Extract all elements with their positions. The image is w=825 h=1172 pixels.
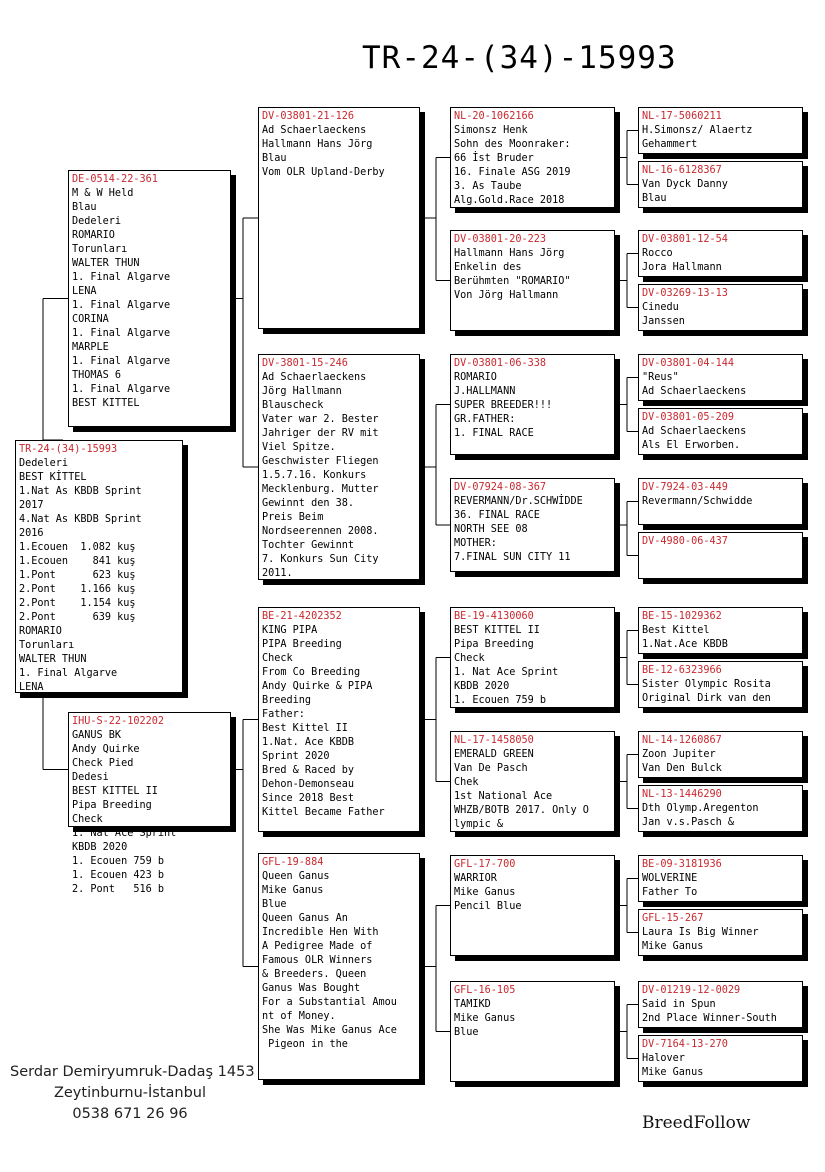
card-text-line: 7. Konkurs Sun City (262, 554, 379, 565)
card-text-line: Pencil Blue (454, 901, 522, 912)
card-text-line: NORTH SEE 08 (454, 524, 528, 535)
card-text-line: Ad Schaerlaeckens (642, 426, 747, 437)
card-text-line: Andy Quirke & PIPA (262, 681, 373, 692)
card-text-line: Ad Schaerlaeckens (642, 386, 747, 397)
card-text-line: 1.Ecouen 1.082 kuş (19, 542, 136, 553)
ring-number: DV-01219-12-0029 (642, 985, 741, 996)
card-text-line: 1.Nat.Ace KBDB (642, 639, 728, 650)
breeder-phone: 0538 671 26 96 (72, 1106, 188, 1122)
card-text-line: Check (262, 653, 293, 664)
card-text-line: Incredible Hen With (262, 927, 379, 938)
card-text-line: Jörg Hallmann (262, 386, 342, 397)
card-text-line: 2.Pont 639 kuş (19, 612, 136, 623)
card-text-line: Laura Is Big Winner (642, 927, 759, 938)
ring-number: BE-09-3181936 (642, 859, 722, 870)
pedigree-card-sss[interactable] (450, 107, 615, 208)
connector-bracket (420, 658, 450, 782)
card-text-line: Viel Spitze. (262, 442, 336, 453)
card-text-line: 1.Nat As KBDB Sprint (19, 486, 142, 497)
card-text-line: Mike Ganus (454, 887, 516, 898)
card-text-line: 1.Pont 623 kuş (19, 570, 136, 581)
card-text-line: Jora Hallmann (642, 262, 722, 273)
card-text-line: 1. Nat Ace Sprint (454, 667, 559, 678)
pedigree-card-g3[interactable] (638, 230, 803, 277)
card-text-line: 1. Ecouen 759 b (454, 695, 547, 706)
card-text-line: WALTER THUN (19, 654, 87, 665)
pedigree-card-g6[interactable] (638, 408, 803, 455)
card-text-line: Ganus Was Bought (262, 983, 361, 994)
card-text-line: GANUS BK (72, 730, 122, 741)
connector-bracket (615, 1005, 638, 1059)
card-text-line: Mecklenburg. Mutter (262, 484, 379, 495)
card-text-line: Father To (642, 887, 698, 898)
ring-number: TR-24-(34)-15993 (19, 444, 118, 455)
card-text-line: H.Simonsz/ Alaertz (642, 125, 753, 136)
ring-number: NL-14-1260867 (642, 735, 722, 746)
ring-number: DV-03801-20-223 (454, 234, 547, 245)
card-text-line: nt of Money. (262, 1011, 336, 1022)
card-text-line: Von Jörg Hallmann (454, 290, 559, 301)
card-text-line: 3. As Taube (454, 181, 522, 192)
card-text-line: 7.FINAL SUN CITY 11 (454, 552, 571, 563)
card-text-line: Best Kittel (642, 625, 710, 636)
card-text-line: 1. Final Algarve (72, 384, 171, 395)
ring-number: GFL-19-884 (262, 857, 324, 868)
ring-number: NL-17-1458050 (454, 735, 534, 746)
card-text-line: TAMIKD (454, 999, 491, 1010)
card-text-line: 66 İst Bruder (454, 153, 534, 164)
card-text-line: Gewinnt den 38. (262, 498, 355, 509)
card-text-line: WHZB/BOTB 2017. Only O (454, 805, 589, 816)
pedigree-card-dss[interactable] (450, 607, 615, 708)
card-text-line: Chek (454, 777, 479, 788)
card-text-line: 1. Final Algarve (72, 272, 171, 283)
pedigree-card-g13[interactable] (638, 855, 803, 902)
card-text-line: Blau (72, 202, 97, 213)
pedigree-card-sire[interactable] (68, 170, 231, 427)
card-text-line: 1. Ecouen 423 b (72, 870, 165, 881)
card-text-line: WALTER THUN (72, 258, 140, 269)
card-text-line: SUPER BREEDER!!! (454, 400, 553, 411)
connector-bracket (615, 131, 638, 185)
connector-bracket (420, 405, 450, 526)
connector-bracket (615, 254, 638, 308)
card-text-line: Geschwister Fliegen (262, 456, 379, 467)
connector-bracket (615, 378, 638, 432)
ring-number: DV-03269-13-13 (642, 288, 728, 299)
card-text-line: Simonsz Henk (454, 125, 528, 136)
card-text-line: 1.5.7.16. Konkurs (262, 470, 367, 481)
card-text-line: Van Dyck Danny (642, 179, 728, 190)
card-text-line: Dedeleri (72, 216, 122, 227)
ring-number: NL-20-1062166 (454, 111, 534, 122)
card-text-line: Tochter Gewinnt (262, 540, 355, 551)
ring-number: IHU-S-22-102202 (72, 716, 165, 727)
pedigree-card-sds[interactable] (450, 354, 615, 455)
card-text-line: 2. Pont 516 b (72, 884, 165, 895)
pedigree-card-g1[interactable] (638, 107, 803, 154)
ring-number: GFL-16-105 (454, 985, 516, 996)
pedigree-card-sdd[interactable] (450, 478, 615, 572)
card-text-line: Hallmann Hans Jörg (454, 248, 565, 259)
card-text-line: KING PIPA (262, 625, 318, 636)
ring-number: DV-03801-04-144 (642, 358, 735, 369)
card-text-line: Hallmann Hans Jörg (262, 139, 373, 150)
card-text-line: Pigeon in the (262, 1039, 348, 1050)
ring-number: BE-15-1029362 (642, 611, 722, 622)
card-text-line: Pipa Breeding (454, 639, 534, 650)
card-text-line: Mike Ganus (454, 1013, 516, 1024)
card-text-line: 2017 (19, 500, 44, 511)
pedigree-card-g9[interactable] (638, 607, 803, 654)
card-text-line: Father: (262, 709, 305, 720)
card-text-line: 16. Finale ASG 2019 (454, 167, 571, 178)
card-text-line: ROMARIO (19, 626, 62, 637)
breeder-contact (10, 1062, 255, 1125)
card-text-line: Original Dirk van den (642, 693, 771, 704)
card-text-line: Alg.Gold.Race 2018 (454, 195, 565, 206)
card-text-line: Sohn des Moonraker: (454, 139, 571, 150)
card-text-line: J.HALLMANN (454, 386, 516, 397)
connector-bracket (231, 720, 258, 967)
card-text-line: Mike Ganus (642, 1067, 704, 1078)
card-text-line: THOMAS 6 (72, 370, 122, 381)
card-text-line: WOLVERINE (642, 873, 698, 884)
brand-logo: BreedFollow (642, 1113, 751, 1133)
pedigree-card-g7[interactable] (638, 478, 803, 525)
card-text-line: Mike Ganus (642, 941, 704, 952)
pedigree-card-g4[interactable] (638, 284, 803, 331)
pedigree-card-g16[interactable] (638, 1035, 803, 1082)
card-text-line: 1. FINAL RACE (454, 428, 534, 439)
card-text-line: 1. Final Algarve (72, 356, 171, 367)
card-text-line: LENA (72, 286, 97, 297)
card-text-line: Jahriger der RV mit (262, 428, 379, 439)
card-text-line: BEST KITTEL II (72, 786, 158, 797)
ring-number: DV-07924-08-367 (454, 482, 547, 493)
card-text-line: LENA (19, 682, 44, 693)
card-text-line: Blauscheck (262, 400, 324, 411)
card-text-line: PIPA Breeding (262, 639, 342, 650)
ring-number: DV-7164-13-270 (642, 1039, 728, 1050)
card-text-line: Dedesi (72, 772, 109, 783)
ring-number: NL-13-1446290 (642, 789, 722, 800)
card-text-line: A Pedigree Made of (262, 941, 373, 952)
ring-number: DV-03801-12-54 (642, 234, 728, 245)
ring-number: BE-21-4202352 (262, 611, 342, 622)
card-text-line: From Co Breeding (262, 667, 361, 678)
pedigree-card-g10[interactable] (638, 661, 803, 708)
card-text-line: Dth Olymp.Aregenton (642, 803, 759, 814)
card-text-line: Zoon Jupiter (642, 749, 716, 760)
card-text-line: Revermann/Schwidde (642, 496, 753, 507)
card-text-line: 1. Final Algarve (72, 328, 171, 339)
connector-bracket (615, 755, 638, 809)
card-text-line: Sister Olympic Rosita (642, 679, 771, 690)
card-text-line: lympic & (454, 819, 504, 830)
card-text-line: For a Substantial Amou (262, 997, 397, 1008)
pedigree-card-subject[interactable] (15, 440, 183, 693)
pedigree-card-ddd[interactable] (450, 981, 615, 1082)
ring-number: DE-0514-22-361 (72, 174, 158, 185)
card-text-line: Mike Ganus (262, 885, 324, 896)
card-text-line: Torunları (19, 640, 75, 651)
card-text-line: Ad Schaerlaeckens (262, 125, 367, 136)
card-text-line: 1. Ecouen 759 b (72, 856, 165, 867)
card-text-line: Blau (642, 193, 667, 204)
card-text-line: Said in Spun (642, 999, 716, 1010)
card-text-line: Blue (262, 899, 287, 910)
card-text-line: 1.Nat. Ace KBDB (262, 737, 355, 748)
card-text-line: REVERMANN/Dr.SCHWİDDE (454, 496, 583, 507)
card-text-line: Bred & Raced by (262, 765, 355, 776)
card-text-line: Vater war 2. Bester (262, 414, 379, 425)
connector-bracket (615, 502, 638, 556)
pedigree-card-g12[interactable] (638, 785, 803, 832)
card-text-line: ROMARIO (454, 372, 497, 383)
card-text-line: 1. Final Algarve (72, 300, 171, 311)
card-text-line: 2.Pont 1.166 kuş (19, 584, 136, 595)
ring-number: DV-03801-05-209 (642, 412, 735, 423)
card-text-line: She Was Mike Ganus Ace (262, 1025, 397, 1036)
card-text-line: 36. FINAL RACE (454, 510, 540, 521)
card-text-line: Dehon-Demonseau (262, 779, 355, 790)
pedigree-card-ssd[interactable] (450, 230, 615, 331)
ring-number: GFL-15-267 (642, 913, 704, 924)
pedigree-card-dsd[interactable] (450, 731, 615, 832)
card-text-line: 1.Ecouen 841 kuş (19, 556, 136, 567)
pedigree-card-g11[interactable] (638, 731, 803, 778)
card-text-line: Check Pied (72, 758, 134, 769)
card-text-line: 2011. (262, 568, 293, 579)
card-text-line: Queen Ganus (262, 871, 330, 882)
card-text-line: ROMARIO (72, 230, 115, 241)
card-text-line: 2016 (19, 528, 44, 539)
connector-bracket (615, 879, 638, 933)
card-text-line: Enkelin des (454, 262, 522, 273)
card-text-line: MARPLE (72, 342, 109, 353)
pedigree-card-dds[interactable] (450, 855, 615, 956)
ring-number: DV-3801-15-246 (262, 358, 348, 369)
card-text-line: Famous OLR Winners (262, 955, 373, 966)
card-text-line: Van De Pasch (454, 763, 528, 774)
card-text-line: Queen Ganus An (262, 913, 348, 924)
card-text-line: 1. Nat Ace Sprint (72, 828, 177, 839)
pedigree-title: TR-24-(34)-15993 (362, 40, 677, 76)
ring-number: NL-17-5060211 (642, 111, 722, 122)
pedigree-card-g14[interactable] (638, 909, 803, 956)
connector-bracket (420, 906, 450, 1032)
pedigree-card-sd[interactable] (258, 354, 420, 580)
card-text-line: Van Den Bulck (642, 763, 722, 774)
connector-bracket (615, 631, 638, 685)
card-text-line: WARRIOR (454, 873, 497, 884)
card-text-line: BEST KITTEL II (454, 625, 540, 636)
breeder-location: Zeytinburnu-İstanbul (53, 1085, 207, 1101)
card-text-line: MOTHER: (454, 538, 497, 549)
card-text-line: CORINA (72, 314, 109, 325)
ring-number: DV-03801-06-338 (454, 358, 547, 369)
card-text-line: 2.Pont 1.154 kuş (19, 598, 136, 609)
card-text-line: Vom OLR Upland-Derby (262, 167, 385, 178)
card-text-line: Als El Erworben. (642, 440, 741, 451)
card-text-line: Torunları (72, 244, 128, 255)
pedigree-card-g15[interactable] (638, 981, 803, 1028)
ring-number: BE-19-4130060 (454, 611, 534, 622)
card-text-line: KBDB 2020 (72, 842, 128, 853)
card-text-line: Check (72, 814, 103, 825)
ring-number: NL-16-6128367 (642, 165, 722, 176)
ring-number: DV-4980-06-437 (642, 536, 728, 547)
card-text-line: Gehammert (642, 139, 698, 150)
card-text-line: Blau (262, 153, 287, 164)
card-text-line: Halover (642, 1053, 685, 1064)
card-text-line: Andy Quirke (72, 744, 140, 755)
card-text-line: Cinedu (642, 302, 679, 313)
card-text-line: Pipa Breeding (72, 800, 152, 811)
ring-number: DV-03801-21-126 (262, 111, 355, 122)
card-text-line: 1st National Ace (454, 791, 553, 802)
card-text-line: Breeding (262, 695, 312, 706)
card-text-line: Since 2018 Best (262, 793, 355, 804)
card-text-line: M & W Held (72, 188, 134, 199)
card-text-line: Dedeleri (19, 458, 69, 469)
card-text-line: Best Kittel II (262, 723, 348, 734)
ring-number: DV-7924-03-449 (642, 482, 728, 493)
card-text-line: Preis Beim (262, 512, 324, 523)
pedigree-card-g5[interactable] (638, 354, 803, 401)
pedigree-card-ss[interactable] (258, 107, 420, 329)
card-text-line: BEST KITTEL (72, 398, 140, 409)
card-text-line: GR.FATHER: (454, 414, 516, 425)
card-text-line: Janssen (642, 316, 685, 327)
pedigree-card-g2[interactable] (638, 161, 803, 208)
card-text-line: Rocco (642, 248, 673, 259)
card-text-line: Sprint 2020 (262, 751, 330, 762)
pedigree-card-dam[interactable] (68, 712, 231, 895)
pedigree-card-g8[interactable] (638, 532, 803, 579)
card-text-line: Kittel Became Father (262, 807, 385, 818)
card-text-line: KBDB 2020 (454, 681, 510, 692)
card-text-line: "Reus" (642, 372, 679, 383)
card-text-line: & Breeders. Queen (262, 969, 367, 980)
card-text-line: 4.Nat As KBDB Sprint (19, 514, 142, 525)
card-text-line: EMERALD GREEN (454, 749, 534, 760)
pedigree-card-dd[interactable] (258, 853, 420, 1080)
pedigree-card-ds[interactable] (258, 607, 420, 832)
card-text-line: BEST KİTTEL (19, 472, 87, 483)
card-text-line: Berühmten "ROMARIO" (454, 276, 571, 287)
card-text-line: Jan v.s.Pasch & (642, 817, 735, 828)
card-text-line: Nordseerennen 2008. (262, 526, 379, 537)
card-text-line: Blue (454, 1027, 479, 1038)
connector-bracket (420, 158, 450, 281)
breeder-name: Serdar Demiryumruk-Dadaş 1453 (10, 1064, 255, 1080)
card-text-line: 2nd Place Winner-South (642, 1013, 777, 1024)
card-text-line: 1. Final Algarve (19, 668, 118, 679)
ring-number: BE-12-6323966 (642, 665, 722, 676)
connector-bracket (231, 218, 258, 467)
card-text-line: Check (454, 653, 485, 664)
card-text-line: Ad Schaerlaeckens (262, 372, 367, 383)
ring-number: GFL-17-700 (454, 859, 516, 870)
